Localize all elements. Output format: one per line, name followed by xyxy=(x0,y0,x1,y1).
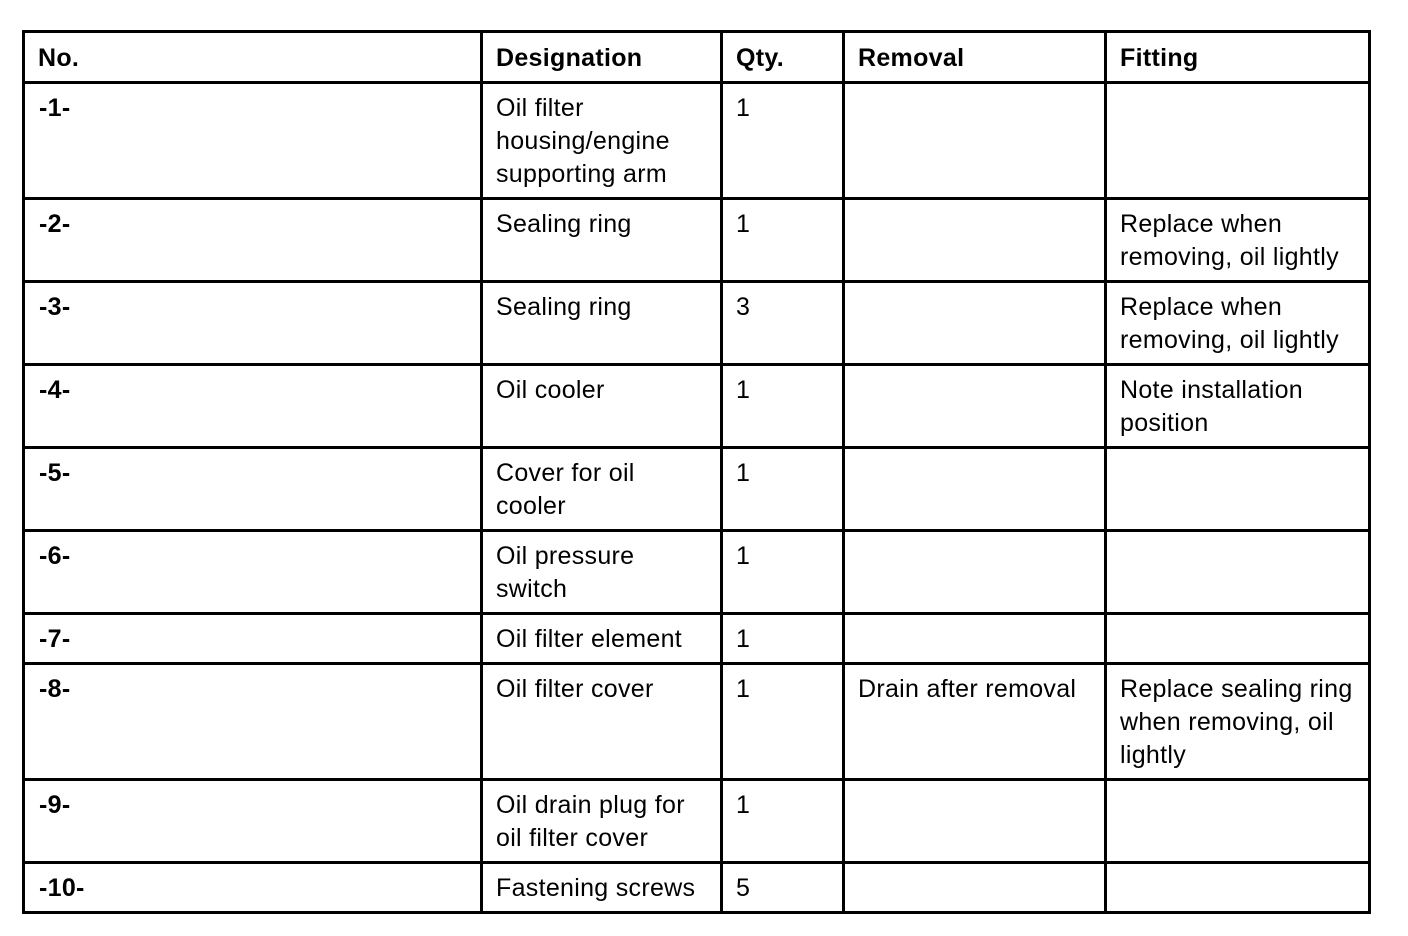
parts-table xyxy=(22,30,1371,914)
cell-designation: Oil filter housing/engine supporting arm xyxy=(482,83,722,199)
cell-fitting: Note installation position xyxy=(1106,365,1370,448)
cell-qty: 1 xyxy=(722,614,844,664)
cell-fitting xyxy=(1106,780,1370,863)
cell-removal xyxy=(844,863,1106,913)
cell-designation: Oil filter cover xyxy=(482,664,722,780)
cell-fitting xyxy=(1106,614,1370,664)
cell-no: -4- xyxy=(24,365,482,448)
header-designation: Designation xyxy=(482,32,722,83)
cell-designation: Fastening screws xyxy=(482,863,722,913)
cell-qty: 1 xyxy=(722,780,844,863)
cell-removal xyxy=(844,531,1106,614)
cell-fitting: Replace when removing, oil lightly xyxy=(1106,199,1370,282)
cell-qty: 1 xyxy=(722,664,844,780)
cell-designation: Oil cooler xyxy=(482,365,722,448)
cell-removal xyxy=(844,83,1106,199)
table-row xyxy=(24,83,1370,199)
cell-qty: 1 xyxy=(722,83,844,199)
table-row xyxy=(24,614,1370,664)
table-row xyxy=(24,863,1370,913)
cell-fitting xyxy=(1106,448,1370,531)
table-row xyxy=(24,448,1370,531)
cell-qty: 5 xyxy=(722,863,844,913)
cell-removal xyxy=(844,365,1106,448)
cell-fitting xyxy=(1106,531,1370,614)
cell-designation: Sealing ring xyxy=(482,282,722,365)
cell-no: -1- xyxy=(24,83,482,199)
cell-fitting: Replace sealing ring when removing, oil lightly xyxy=(1106,664,1370,780)
cell-removal xyxy=(844,199,1106,282)
cell-removal: Drain after removal xyxy=(844,664,1106,780)
cell-qty: 1 xyxy=(722,365,844,448)
cell-fitting xyxy=(1106,83,1370,199)
cell-qty: 1 xyxy=(722,448,844,531)
cell-removal xyxy=(844,780,1106,863)
cell-designation: Oil pressure switch xyxy=(482,531,722,614)
cell-no: -9- xyxy=(24,780,482,863)
table-row xyxy=(24,365,1370,448)
cell-no: -8- xyxy=(24,664,482,780)
cell-qty: 1 xyxy=(722,531,844,614)
table-row xyxy=(24,282,1370,365)
cell-no: -10- xyxy=(24,863,482,913)
cell-fitting: Replace when removing, oil lightly xyxy=(1106,282,1370,365)
cell-qty: 1 xyxy=(722,199,844,282)
cell-removal xyxy=(844,448,1106,531)
table-row xyxy=(24,199,1370,282)
cell-designation: Sealing ring xyxy=(482,199,722,282)
cell-no: -7- xyxy=(24,614,482,664)
cell-fitting xyxy=(1106,863,1370,913)
cell-removal xyxy=(844,282,1106,365)
cell-qty: 3 xyxy=(722,282,844,365)
header-removal: Removal xyxy=(844,32,1106,83)
cell-removal xyxy=(844,614,1106,664)
table-row xyxy=(24,780,1370,863)
cell-no: -3- xyxy=(24,282,482,365)
cell-no: -2- xyxy=(24,199,482,282)
table-row xyxy=(24,664,1370,780)
cell-designation: Oil drain plug for oil filter cover xyxy=(482,780,722,863)
cell-designation: Oil filter element xyxy=(482,614,722,664)
header-qty: Qty. xyxy=(722,32,844,83)
header-fitting: Fitting xyxy=(1106,32,1370,83)
cell-designation: Cover for oil cooler xyxy=(482,448,722,531)
cell-no: -5- xyxy=(24,448,482,531)
cell-no: -6- xyxy=(24,531,482,614)
header-row xyxy=(24,32,1370,83)
table-row xyxy=(24,531,1370,614)
header-no: No. xyxy=(24,32,482,83)
